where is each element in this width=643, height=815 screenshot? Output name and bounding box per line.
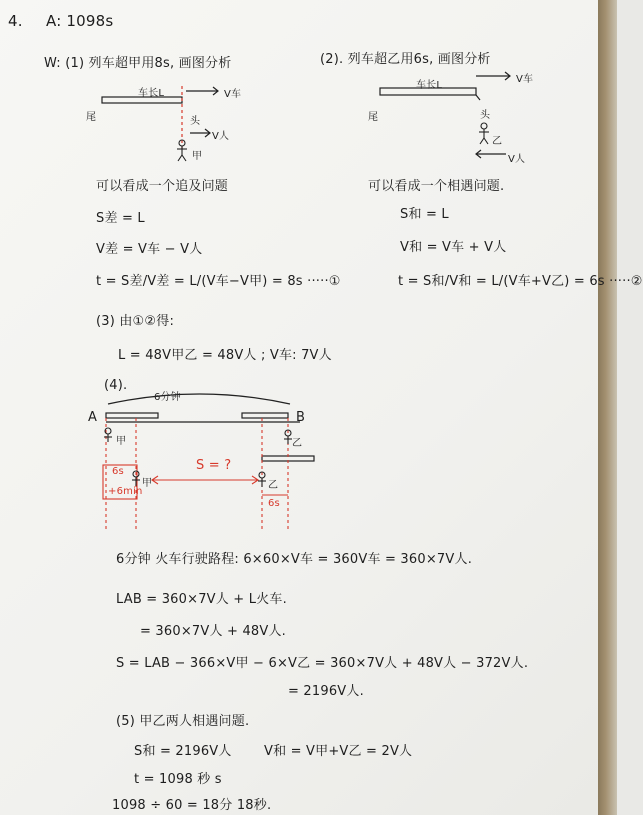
part1-eq3: t = S差/V差 = L/(V车−V甲) = 8s ·····① [96,274,341,289]
part4-line4: S = LAB − 366×V甲 − 6×V乙 = 360×7V人 + 48V人 − 372V人. [116,656,529,671]
part3-title: (3) 由①②得: [96,314,175,329]
part2-train [380,72,510,158]
part4-s-label: S = ? [196,458,232,473]
part1-eq2: V差 = V车 − V人 [96,242,203,257]
part5-line1b: V和 = V甲+V乙 = 2V人 [264,744,413,759]
part1-description: 可以看成一个追及问题 [96,179,229,194]
part4-line2: LAB = 360×7V人 + L火车. [116,592,287,607]
part2-length-label: 车长L [416,80,443,91]
question-number: 4. [8,12,23,30]
part4-point-b: B [296,410,306,425]
part4-line3: = 360×7V人 + 48V人. [140,624,287,639]
part2-eq2: V和 = V车 + V人 [400,240,507,255]
part4-title: (4). [104,378,128,393]
part5-title: (5) 甲乙两人相遇问题. [116,714,250,729]
part4-6min-label: 6分钟 [154,392,181,403]
part2-title: (2). 列车超乙用6s, 画图分析 [320,52,491,67]
part4-line1: 6分钟 火车行驶路程: 6×60×V车 = 360V车 = 360×7V人. [116,552,473,567]
part5-line3: 1098 ÷ 60 = 18分 18秒. [112,798,272,813]
part2-eq3: t = S和/V和 = L/(V车+V乙) = 6s ·····② [398,274,643,289]
part1-stick-figure [177,140,187,161]
part4-red-guides [103,418,288,530]
part4-box-6min: +6min [108,486,143,497]
part2-vtrain-label: V车 [516,74,534,85]
part2-vperson-label: V人 [508,154,526,165]
part2-tail-label: 尾 [368,112,379,123]
part4-jia-bottom: 甲 [142,478,153,489]
part2-eq1: S和 = L [400,207,449,222]
part3-result: L = 48V甲乙 = 48V人 ; V车: 7V人 [118,348,332,363]
part1-head-label: 头 [190,116,201,127]
part5-line1a: S和 = 2196V人 [134,744,232,759]
answer-line: A: 1098s [46,12,114,30]
part4-6s-label: 6s [268,498,280,509]
part4-jia-top: 甲 [116,436,127,447]
part4-line5: = 2196V人. [288,684,364,699]
part2-stick-figure [479,123,489,144]
part1-vtrain-label: V车 [224,89,242,100]
part4-stick-figures [104,428,292,487]
part1-title: W: (1) 列车超甲用8s, 画图分析 [44,56,232,71]
part1-tail-label: 尾 [86,112,97,123]
part1-length-label: 车长L [138,88,165,99]
part1-person-label: 甲 [192,151,203,162]
part4-yi-top: 乙 [292,438,303,449]
part4-point-a: A [88,410,98,425]
part2-head-label: 头 [480,110,491,121]
part1-vperson-label: V人 [212,131,230,142]
part2-description: 可以看成一个相遇问题. [368,179,505,194]
part2-person-label: 乙 [492,136,503,147]
part1-train [102,86,218,150]
part1-eq1: S差 = L [96,211,145,226]
part4-box-6s: 6s [112,466,124,477]
part4-yi-bottom: 乙 [268,480,279,491]
part5-line2: t = 1098 秒 s [134,772,222,787]
part4-diagram [106,394,314,461]
